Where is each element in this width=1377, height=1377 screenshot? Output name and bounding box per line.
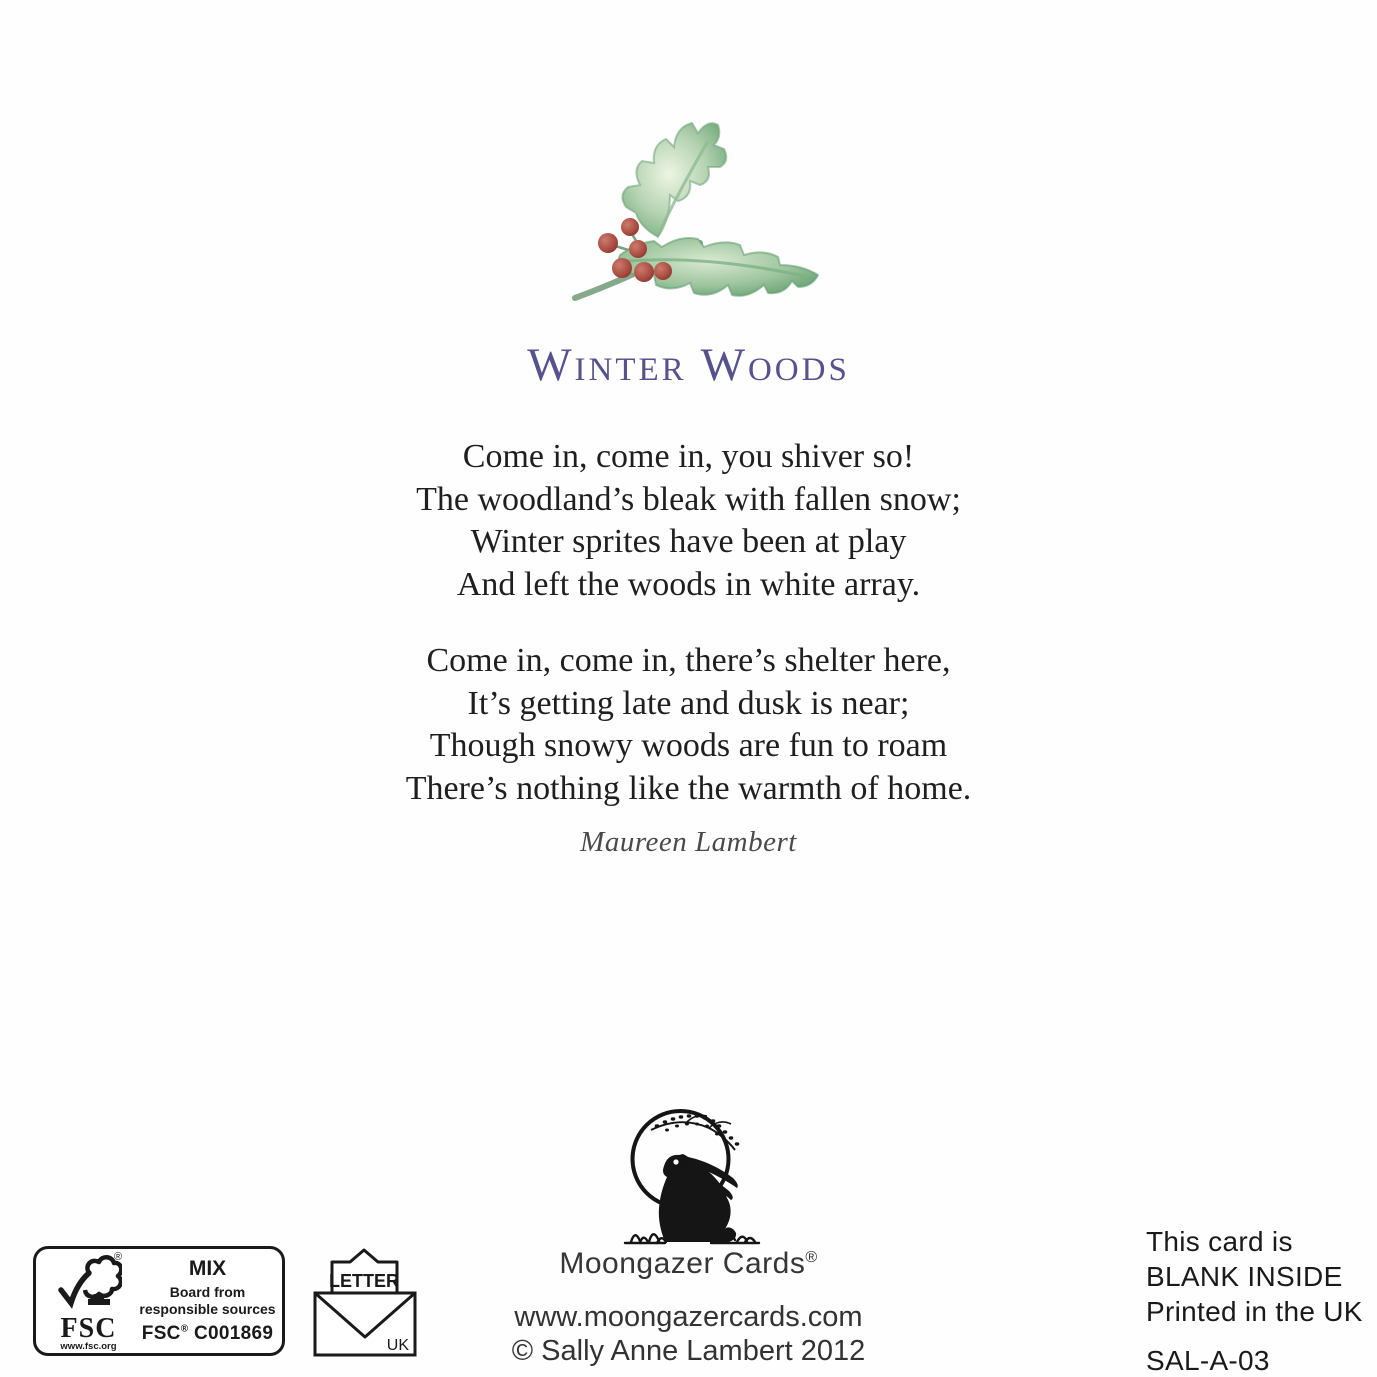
fsc-text-column [137, 1257, 278, 1344]
poem-stanza-2 [0, 640, 1377, 810]
letter-size-icon [306, 1246, 424, 1360]
poem-line: And left the woods in white array. [456, 565, 921, 603]
registered-mark: ® [113, 1250, 122, 1263]
website-url: www.moongazercards.com [514, 1301, 863, 1333]
poem-line: Though snowy woods are fun to roam [429, 727, 948, 764]
info-line: This card is [1146, 1226, 1293, 1257]
poem-title: Winter Woods [527, 339, 850, 391]
poem-line: Come in, come in, there’s shelter here, [426, 642, 951, 679]
info-line: BLANK INSIDE [1146, 1261, 1343, 1292]
fsc-tree-icon [56, 1250, 122, 1312]
poem-line: Winter sprites have been at play [470, 523, 907, 560]
fsc-board-line2: responsible sources [139, 1300, 276, 1317]
poem-author: Maureen Lambert [580, 826, 797, 858]
moongazer-logo [567, 1096, 811, 1250]
fsc-label [33, 1246, 285, 1356]
copyright-line: © Sally Anne Lambert 2012 [511, 1335, 866, 1367]
poem-line: It’s getting late and dusk is near; [467, 684, 910, 722]
rabbit-eye [673, 1159, 678, 1164]
poem-line: There’s nothing like the warmth of home. [405, 769, 972, 807]
fsc-board-line1: Board from [169, 1284, 246, 1301]
registered-mark: ® [805, 1249, 818, 1266]
fsc-license-code [137, 1323, 278, 1345]
fsc-mix-label: MIX [188, 1257, 227, 1281]
fsc-code-prefix: FSC [141, 1322, 181, 1344]
card-code: SAL-A-03 [1146, 1345, 1270, 1376]
info-line: Printed in the UK [1146, 1296, 1363, 1327]
letter-size-text: LETTER [329, 1271, 399, 1291]
letter-country-text: UK [386, 1337, 409, 1354]
registered-mark: ® [180, 1323, 189, 1335]
poem-line: The woodland’s bleak with fallen snow; [416, 480, 961, 518]
fsc-url: www.fsc.org [60, 1341, 117, 1353]
fsc-code-number: C001869 [193, 1322, 274, 1344]
poem-line: Come in, come in, you shiver so! [462, 438, 915, 475]
holly-leaf-upper [622, 123, 726, 237]
brand-text: Moongazer Cards [559, 1247, 806, 1280]
fsc-acronym: FSC [60, 1312, 117, 1344]
card-info-block [1146, 1224, 1363, 1377]
fsc-logo-column [40, 1250, 137, 1353]
holly-illustration [550, 115, 830, 315]
poem-stanza-1 [0, 436, 1377, 606]
